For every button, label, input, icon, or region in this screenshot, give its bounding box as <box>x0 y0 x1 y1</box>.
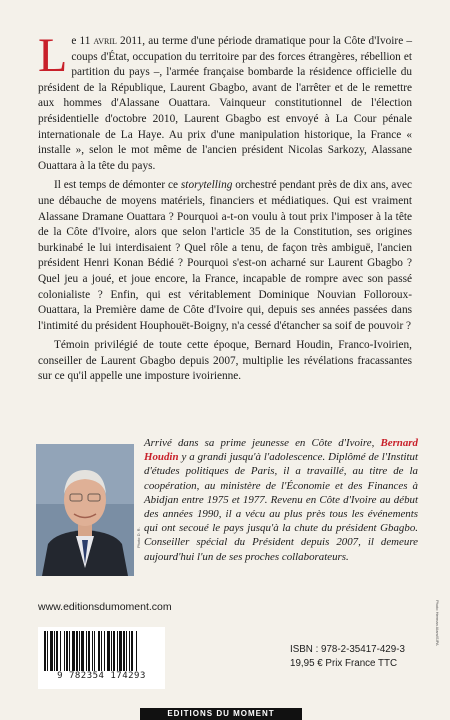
barcode-number: 9 782354 174293 <box>57 671 146 681</box>
price: 19,95 € Prix France TTC <box>290 658 398 669</box>
barcode-bars <box>44 631 159 671</box>
isbn-block <box>290 643 405 671</box>
cover-photo-credit: Photo Herman Alam/SIPA <box>435 600 440 646</box>
bio-paragraph: Arrivé dans sa prime jeunesse en Côte d'Ivoire, Bernard Houdin y a grandi jusqu'à l'adolescence. Diplômé de l'Institut d'études politiques de Paris, il a travaillé, au titre de la coopération, au ministère de l'Économie et des Finances à Abidjan entre 1975 et 1977. Revenu en Côte d'Ivoire au début des années 1990, il a vécu au plus près tous les événements qui ont secoué le pays jusqu'à la chute du président Gbagbo. Conseiller spécial du Président depuis 2007, il demeure aujourd'hui l'un de ses proches collaborateurs. <box>144 437 418 563</box>
photo-credit: Photo D. R. <box>136 527 141 548</box>
blurb-paragraph-3: Témoin privilégié de toute cette époque, Bernard Houdin, Franco-Ivoirien, conseiller de Laurent Gbagbo depuis 2007, multiplie les révélations fracassantes sur ce qu'il appelle une imposture ivoirienne. <box>38 339 412 383</box>
blurb-paragraph-1: Le 11 avril 2011, au terme d'une période dramatique pour la Côte d'Ivoire – coups d'État, occupation du territoire par des forces étrangères, rébellion et partition du pays –, l'armée française bombarde la résidence officielle du président de la République, Laurent Gbagbo, avant de l'arrêter et de le remettre aux hommes d'Alassane Ouattara. Vainqueur constitutionnel de l'élection présidentielle d'octobre 2010, Laurent Gbagbo est envoyé à La Cour pénale internationale de La Haye. Au prix d'une manipulation historique, la France « installe », selon le mot même de l'ancien président Nicolas Sarkozy, Alassane Ouattara à la tête du pays. <box>38 29 412 172</box>
drop-cap: L <box>38 29 68 82</box>
blurb-text <box>38 29 412 385</box>
isbn-number: ISBN : 978-2-35417-429-3 <box>290 644 405 655</box>
publisher-logo: EDITIONS DU MOMENT <box>140 708 302 720</box>
author-bio <box>36 436 420 586</box>
author-photo <box>36 444 134 576</box>
author-portrait-image <box>36 444 134 576</box>
blurb-paragraph-2: Il est temps de démonter ce storytelling orchestré pendant près de dix ans, avec une débauche de moyens matériels, financiers et médiatiques. Qui est vraiment Alassane Dramane Ouattara ? Pourquoi a-t-on voulu à tout prix l'imposer à la tête de la Côte d'Ivoire, alors que selon l'article 35 de la Constitution, ses origines burkinabé le lui interdisaient ? Quel rôle a tenu, de façon très ambiguë, l'ancien président Henri Konan Bédié ? Pourquoi s'est-on acharné sur Laurent Gbagbo ? Quel jeu a joué, et joue encore, la France, incapable de rompre avec son passé colonialiste ? Enfin, qui est véritablement Dominique Nouvian Folloroux-Ouattara, la Première dame de Côte d'Ivoire qui, depuis ses années passées dans l'intimité du président Houphouët-Boigny, n'a cessé d'étancher sa soif de pouvoir ? <box>38 179 412 332</box>
author-name: Bernard Houdin <box>144 437 418 464</box>
publisher-website[interactable]: www.editionsdumoment.com <box>38 601 172 613</box>
barcode <box>38 627 165 689</box>
